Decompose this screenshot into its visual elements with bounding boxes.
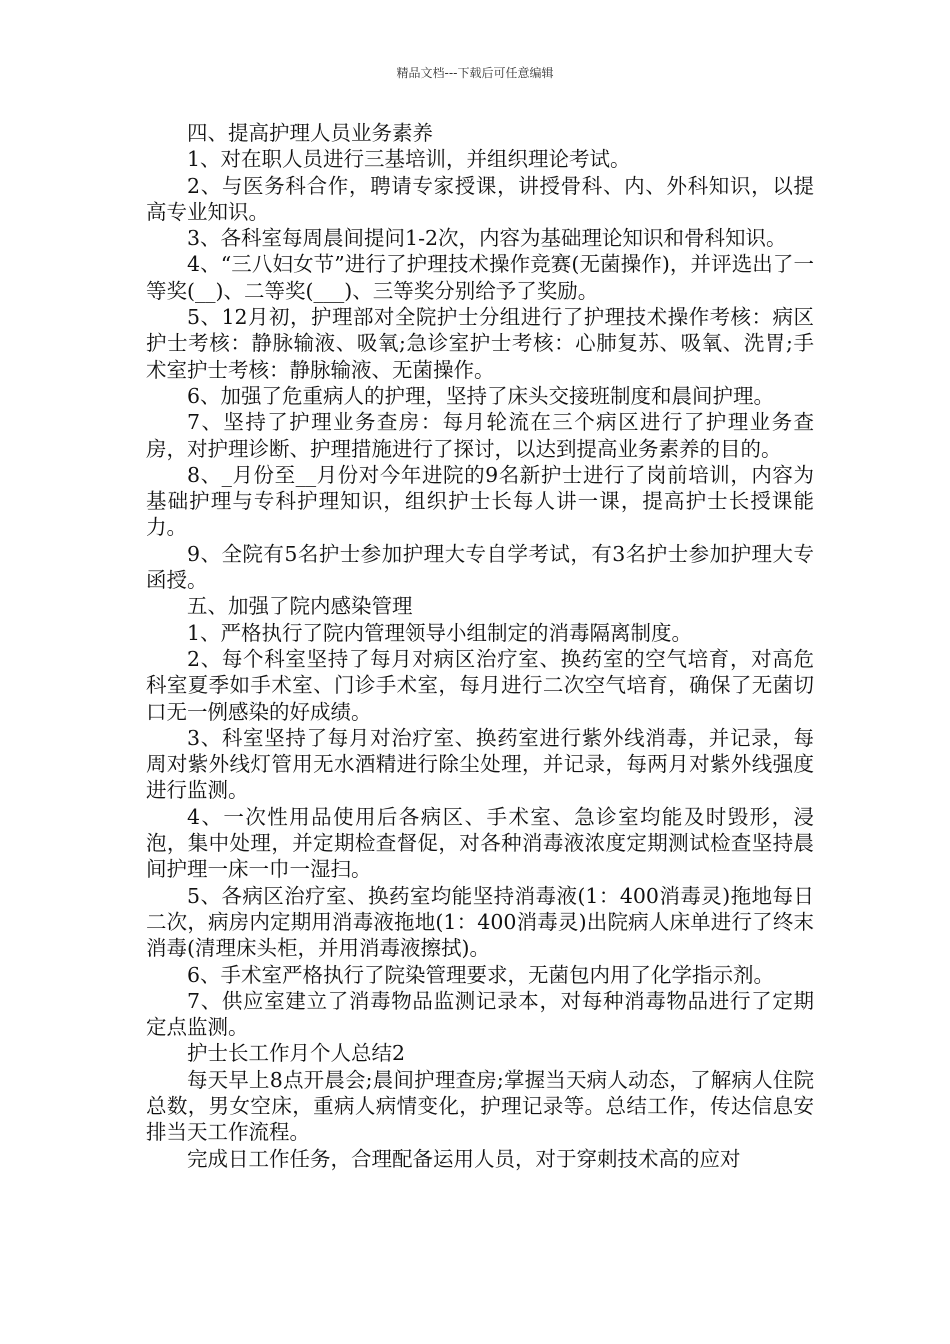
paragraph: 完成日工作任务，合理配备运用人员，对于穿刺技术高的应对 [187, 1146, 741, 1171]
section-heading-4: 四、提高护理人员业务素养 [187, 121, 433, 145]
page-header: 精品文档---下载后可任意编辑 [396, 66, 554, 80]
paragraph: 1、对在职人员进行三基培训，并组织理论考试。 [187, 147, 631, 172]
paragraph: 6、加强了危重病人的护理，坚持了床头交接班制度和晨间护理。 [187, 383, 775, 408]
paragraph: 7、供应室建立了消毒物品监测记录本，对每种消毒物品进行了定期定点监测。 [146, 988, 814, 1040]
paragraph: 6、手术室严格执行了院染管理要求，无菌包内用了化学指示剂。 [187, 962, 775, 987]
paragraph: 2、每个科室坚持了每月对病区治疗室、换药室的空气培育，对高危科室夏季如手术室、门诊手术室，每月进行二次空气培育，确保了无菌切口无一例感染的好成绩。 [146, 646, 814, 724]
section-heading-5: 五、加强了院内感染管理 [187, 594, 413, 619]
paragraph: 4、“三八妇女节”进行了护理技术操作竞赛(无菌操作)，并评选出了一等奖(__)、二等奖(___)、三等奖分别给予了奖励。 [146, 252, 814, 303]
paragraph: 3、各科室每周晨间提问1-2次，内容为基础理论知识和骨科知识。 [187, 226, 787, 251]
paragraph: 5、各病区治疗室、换药室均能坚持消毒液(1：400消毒灵)拖地每日二次，病房内定期用消毒液拖地(1：400消毒灵)出院病人床单进行了终末消毒(清理床头柜，并用消毒液擦拭)。 [146, 883, 814, 961]
paragraph: 4、一次性用品使用后各病区、手术室、急诊室均能及时毁形，浸泡，集中处理，并定期检查督促，对各种消毒液浓度定期测试检查坚持晨间护理一床一巾一湿扫。 [146, 804, 814, 882]
paragraph: 5、12月初，护理部对全院护士分组进行了护理技术操作考核：病区护士考核：静脉输液、吸氧;急诊室护士考核：心肺复苏、吸氧、洗胃;手术室护士考核：静脉输液、无菌操作。 [146, 305, 814, 382]
paragraph: 8、_月份至__月份对今年进院的9名新护士进行了岗前培训，内容为基础护理与专科护理知识，组织护士长每人讲一课，提高护士长授课能力。 [146, 462, 814, 540]
paragraph: 3、科室坚持了每月对治疗室、换药室进行紫外线消毒，并记录，每周对紫外线灯管用无水酒精进行除尘处理，并记录，每两月对紫外线强度进行监测。 [146, 725, 814, 803]
paragraph: 2、与医务科合作，聘请专家授课，讲授骨科、内、外科知识，以提高专业知识。 [146, 173, 814, 224]
document-body [146, 120, 814, 1172]
summary-title: 护士长工作月个人总结2 [187, 1041, 406, 1066]
paragraph: 每天早上8点开晨会;晨间护理查房;掌握当天病人动态，了解病人住院总数，男女空床，重病人病情变化，护理记录等。总结工作，传达信息安排当天工作流程。 [146, 1067, 814, 1145]
paragraph: 1、严格执行了院内管理领导小组制定的消毒隔离制度。 [187, 620, 693, 645]
paragraph: 9、全院有5名护士参加护理大专自学考试，有3名护士参加护理大专函授。 [146, 541, 814, 593]
paragraph: 7、坚持了护理业务查房：每月轮流在三个病区进行了护理业务查房，对护理诊断、护理措施进行了探讨，以达到提高业务素养的目的。 [146, 410, 814, 461]
